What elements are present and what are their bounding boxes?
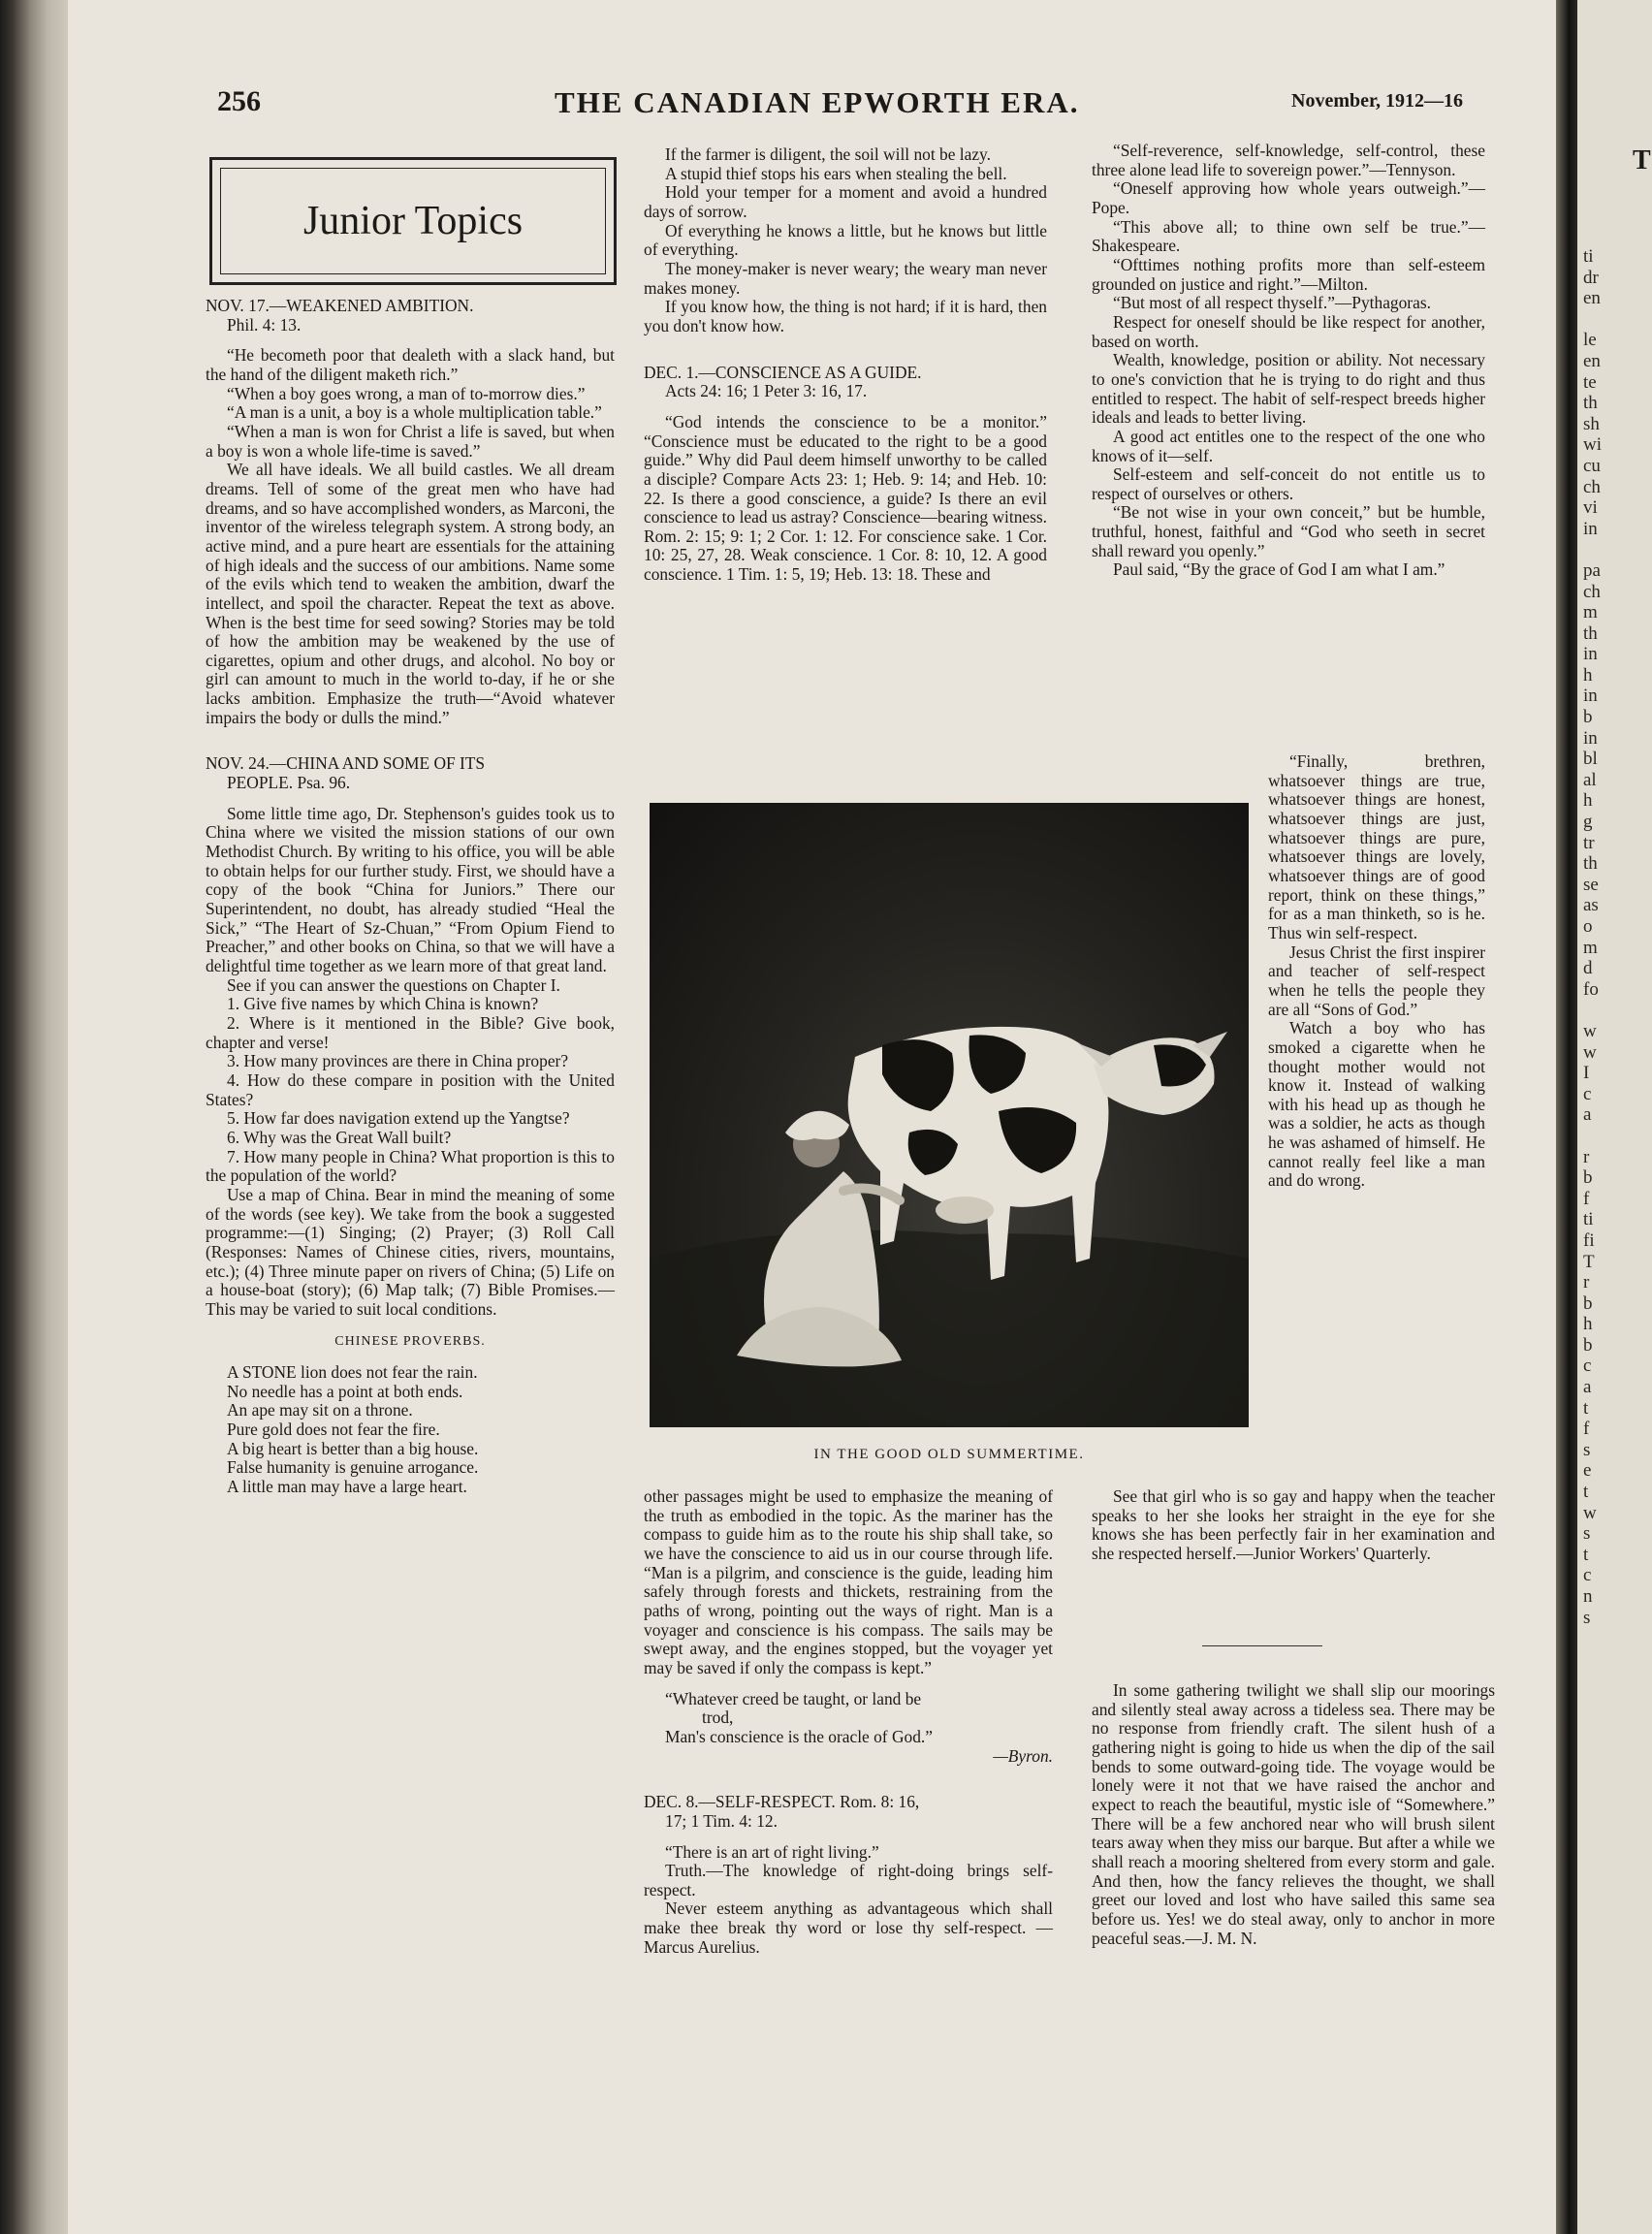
next-page-fragment: c <box>1583 1565 1592 1586</box>
section-heading: DEC. 1.—CONSCIENCE AS A GUIDE. <box>644 362 922 382</box>
next-page-fragment: in <box>1583 644 1598 665</box>
next-page-fragment: fi <box>1583 1229 1595 1251</box>
paragraph: Of everything he knows a little, but he knows but little of everything. <box>644 220 1047 260</box>
next-page-fragment: n <box>1583 1586 1593 1607</box>
paragraph: A little man may have a large heart. <box>227 1477 467 1497</box>
paragraph: “Oneself approving how whole years outweigh.”—Pope. <box>1092 178 1485 217</box>
next-page-fragment: in <box>1583 686 1598 707</box>
next-page-fragment: al <box>1583 769 1597 790</box>
next-page-fragment: in <box>1583 518 1598 539</box>
next-page-fragment: fo <box>1583 978 1599 1000</box>
next-page-fragment: vi <box>1583 497 1598 519</box>
column-3-continued <box>1092 1487 1495 1564</box>
next-page-fragment: w <box>1583 1041 1597 1063</box>
next-page-fragment: in <box>1583 727 1598 749</box>
junior-topics-box <box>209 157 617 285</box>
paragraph: See if you can answer the questions on Chapter I. <box>227 974 560 995</box>
next-page-fragment: te <box>1583 371 1597 393</box>
section-heading: CHINESE PROVERBS. <box>334 1334 486 1350</box>
next-page-fragment: as <box>1583 895 1599 916</box>
paragraph: 1. Give five names by which China is known? <box>227 994 539 1014</box>
next-page-fragment: le <box>1583 330 1597 351</box>
next-page-fragment: ti <box>1583 246 1594 267</box>
paragraph: A stupid thief stops his ears when stealing the bell. <box>665 163 1007 183</box>
paragraph: 7. How many people in China? What proportion is this to the population of the world? <box>206 1146 615 1186</box>
next-page-fragment: m <box>1583 602 1598 623</box>
next-page-fragment: se <box>1583 874 1599 895</box>
next-page-fragment: b <box>1583 707 1593 728</box>
paragraph: “A man is a unit, a boy is a whole multiplication table.” <box>227 402 602 423</box>
next-page-fragment: e <box>1583 1460 1592 1482</box>
next-page-fragment: bl <box>1583 749 1598 770</box>
column-3-narrow <box>1268 752 1485 1191</box>
paragraph: Never esteem anything as advantageous which shall make thee break thy word or lose thy self-respect. — Marcus Aurelius. <box>644 1899 1053 1957</box>
page-header <box>0 85 1652 124</box>
paragraph: Acts 24: 16; 1 Peter 3: 16, 17. <box>665 381 868 401</box>
column-3-top <box>1092 142 1485 580</box>
next-page-fragment: I <box>1583 1063 1590 1084</box>
next-page-fragment: f <box>1583 1188 1590 1209</box>
next-page-fragment: th <box>1583 622 1598 644</box>
next-page-fragment: s <box>1583 1607 1591 1628</box>
next-page-text <box>1583 246 1651 1628</box>
paragraph: “Whatever creed be taught, or land be <box>665 1688 922 1708</box>
paragraph: “Self-reverence, self-knowledge, self-control, these three alone lead life to sovereign power.”—Tennyson. <box>1092 141 1485 179</box>
paragraph: Some little time ago, Dr. Stephenson's guides took us to China where we visited the mission stations of our own Methodist Church. By writing to his office, you will be able to obtain helps for our further study. First, we should have a copy of the book “China for Juniors.” There our Superintendent, no doubt, has already studied “Heal the Sick,” “The Heart of Sz-Chuan,” “From Opium Fiend to Preacher,” and other books on China, so that we will have a delightful time together as we learn more of that great land. <box>206 803 615 975</box>
next-page-fragment: f <box>1583 1419 1590 1440</box>
next-page-fragment: en <box>1583 288 1601 309</box>
paragraph: A STONE lion does not fear the rain. <box>227 1362 478 1383</box>
section-heading: NOV. 24.—CHINA AND SOME OF ITS <box>206 753 486 774</box>
next-page-fragment: ch <box>1583 476 1601 497</box>
next-page-fragment <box>1583 309 1651 331</box>
next-page-fragment: w <box>1583 1020 1597 1041</box>
paragraph: —Byron. <box>993 1745 1053 1766</box>
paragraph: See that girl who is so gay and happy when the teacher speaks to her she looks her straight in the eye for she knows she has been perfectly fair in her examination and she respected herself.—Junior Workers' Quarterly. <box>1092 1486 1495 1563</box>
paragraph: In some gathering twilight we shall slip our moorings and silently steal away across a tideless sea. There may be no response from friendly craft. The silent hush of a gathering night is going to hide us when the dip of the sail bends to some outward-going tide. The voyage would be lonely were it not that we have raised the anchor and expect to reach the beautiful, mystic isle of “Somewhere.” There will be a few anchored near who will brush silent tears away when they miss our barque. But after a while we shall reach a mooring sheltered from every storm and gale. And then, how the fancy relieves the thought, we shall greet our loved and lost who have sailed this same sea before us. Yes! we do steal away, only to anchor in more peaceful seas.—J. M. N. <box>1092 1680 1495 1948</box>
next-page-title-fragment: T <box>1633 145 1651 176</box>
paragraph: “God intends the conscience to be a monitor.” “Conscience must be educated to the right to be a good guide.” Why did Paul deem himself unworthy to be called a disciple? Compare Acts 23: 1; Heb. 9: 14; and Heb. 10: 22. Is there a good conscience, a guide? Is there an evil conscience to lead us astray? Conscience—bearing witness. Rom. 2: 15; 9: 1; 2 Cor. 1: 12. For conscience sake. 1 Cor. 10: 25, 27, 28. Weak conscience. 1 Cor. 8: 10, 12. A good conscience. 1 Tim. 1: 5, 19; Heb. 13: 18. These and <box>644 411 1047 585</box>
next-page-fragment: o <box>1583 916 1593 937</box>
next-page-fragment: b <box>1583 1293 1593 1314</box>
book-gutter <box>1556 0 1577 2234</box>
next-page-fragment: h <box>1583 664 1593 686</box>
paragraph: 6. Why was the Great Wall built? <box>227 1127 452 1147</box>
next-page-fragment: cu <box>1583 455 1601 476</box>
next-page-fragment: b <box>1583 1167 1593 1189</box>
section-heading: NOV. 17.—WEAKENED AMBITION. <box>206 296 474 315</box>
next-page-fragment: h <box>1583 1314 1593 1335</box>
paragraph: No needle has a point at both ends. <box>227 1381 463 1401</box>
photo-caption: IN THE GOOD OLD SUMMERTIME. <box>813 1447 1085 1462</box>
book-binding <box>0 0 68 2234</box>
next-page-fragment: d <box>1583 958 1593 979</box>
paragraph: 4. How do these compare in position with the United States? <box>206 1069 615 1109</box>
next-page-fragment: w <box>1583 1502 1597 1523</box>
paragraph: 2. Where is it mentioned in the Bible? Give book, chapter and verse! <box>206 1012 615 1052</box>
next-page-fragment: t <box>1583 1482 1589 1503</box>
next-page-fragment: g <box>1583 812 1593 833</box>
paragraph: “There is an art of right living.” <box>665 1841 879 1862</box>
next-page-fragment: s <box>1583 1439 1591 1460</box>
next-page-fragment: c <box>1583 1083 1592 1104</box>
journal-title: THE CANADIAN EPWORTH ERA. <box>555 85 1080 119</box>
paragraph: Paul said, “By the grace of God I am what I am.” <box>1113 559 1446 580</box>
cow-illustration <box>650 803 1249 1427</box>
paragraph: Truth.—The knowledge of right-doing brings self-respect. <box>644 1861 1053 1899</box>
column-2-top <box>644 145 1047 585</box>
paragraph: Use a map of China. Bear in mind the meaning of some of the words (see key). We take from the book a suggested programme:—(1) Singing; (2) Prayer; (3) Roll Call (Responses: Names of Chinese cities, rivers, mountains, etc.); (4) Three minute paper on rivers of China; (5) Life on a house-boat (story); (6) Map talk; (7) Bible Promises.—This may be varied to suit local conditions. <box>206 1184 615 1319</box>
paragraph: False humanity is genuine arrogance. <box>227 1457 479 1478</box>
paragraph: Self-esteem and self-conceit do not entitle us to respect of ourselves or others. <box>1092 464 1485 503</box>
paragraph: 5. How far does navigation extend up the Yangtse? <box>227 1108 570 1129</box>
next-page-fragment: t <box>1583 1544 1589 1565</box>
section-heading: DEC. 8.—SELF-RESPECT. Rom. 8: 16, <box>644 1792 920 1812</box>
paragraph: trod, <box>702 1707 734 1728</box>
next-page-edge <box>1577 0 1652 2234</box>
next-page-fragment <box>1583 1126 1651 1147</box>
next-page-fragment: s <box>1583 1523 1591 1545</box>
next-page-fragment: sh <box>1583 413 1600 434</box>
issue-date: November, 1912—16 <box>1291 90 1464 112</box>
paragraph: A big heart is better than a big house. <box>227 1438 479 1458</box>
junior-topics-title: Junior Topics <box>220 168 606 274</box>
next-page-fragment: r <box>1583 1272 1590 1293</box>
next-page-fragment: T <box>1583 1251 1595 1272</box>
next-page-fragment: a <box>1583 1104 1592 1126</box>
next-page-fragment <box>1583 539 1651 560</box>
next-page-fragment: en <box>1583 350 1601 371</box>
column-2-bottom <box>644 1487 1053 1957</box>
paragraph: Phil. 4: 13. <box>227 314 302 335</box>
paragraph: If the farmer is diligent, the soil will not be lazy. <box>665 144 991 164</box>
paragraph: PEOPLE. Psa. 96. <box>227 773 351 793</box>
paragraph: An ape may sit on a throne. <box>227 1400 413 1420</box>
column-3-end <box>1092 1681 1495 1948</box>
paragraph: Wealth, knowledge, position or ability. Not necessary to one's conviction that he is trying to do right and thus entitled to respect. The habit of self-respect breeds higher ideals and leads to better living. <box>1092 350 1485 428</box>
next-page-fragment: t <box>1583 1397 1589 1419</box>
paragraph: Man's conscience is the oracle of God.” <box>665 1726 933 1746</box>
paragraph: We all have ideals. We all build castles. We all dream dreams. Tell of some of the great men who have had dreams, and so have accomplished wonders, as Marconi, the inventor of the wireless telegraph system. A strong body, an active mind, and a pure heart are essentials for the attaining of high ideals and the success of our ambitions. Name some of the evils which tend to weaken the ambition, dwarf the intellect, and spoil the character. Repeat the text as above. When is the best time for seed sowing? Stories may be told of how the ambition may be weakened by the use of cigarettes, opium and other drugs, and alcohol. No boy or girl can amount to much in the world to-day, if he or she lacks ambition. Emphasize the truth—“Avoid whatever impairs the body or dulls the mind.” <box>206 460 615 727</box>
next-page-fragment: ch <box>1583 581 1601 602</box>
next-page-fragment: r <box>1583 1146 1590 1167</box>
paragraph: other passages might be used to emphasize the meaning of the truth as embodied in the topic. As the mariner has the compass to guide him as to the route his ship shall take, so we have the conscience to aid us in our course through life. “Man is a pilgrim, and conscience is the guide, leading him safely through forests and thickets, restraining from the paths of wrong, pointing out the ways of right. Man is a voyager and conscience is his compass. The sails may be swept away, and the engines stopped, but the voyager yet may be saved if only the compass is kept.” <box>644 1486 1053 1677</box>
page-number: 256 <box>217 85 261 117</box>
paragraph: “Be not wise in your own conceit,” but be humble, truthful, honest, faithful and “God who seeth in secret shall reward you openly.” <box>1092 502 1485 560</box>
paragraph: A good act entitles one to the respect of the one who knows of it—self. <box>1092 426 1485 465</box>
paragraph: “When a boy goes wrong, a man of to-morrow dies.” <box>227 383 586 403</box>
next-page-fragment: c <box>1583 1356 1592 1377</box>
paragraph: The money-maker is never weary; the weary man never makes money. <box>644 258 1047 298</box>
paragraph: “Ofttimes nothing profits more than self-esteem grounded on justice and right.”—Milton. <box>1092 254 1485 294</box>
next-page-fragment <box>1583 1000 1651 1021</box>
next-page-fragment: wi <box>1583 434 1602 456</box>
paragraph: “He becometh poor that dealeth with a slack hand, but the hand of the diligent maketh rich.” <box>206 345 615 384</box>
next-page-fragment: b <box>1583 1334 1593 1356</box>
section-divider <box>1202 1645 1322 1646</box>
next-page-fragment: th <box>1583 393 1598 414</box>
paragraph: “But most of all respect thyself.”—Pythagoras. <box>1113 293 1431 313</box>
next-page-fragment: th <box>1583 853 1598 875</box>
paragraph: Watch a boy who has smoked a cigarette when he thought mother would not know it. Instead of walking with his head up as though he was a soldier, he acts as though he was ashamed of himself. He cannot really feel like a man and do wrong. <box>1268 1018 1485 1191</box>
paragraph: 17; 1 Tim. 4: 12. <box>665 1810 778 1831</box>
paragraph: Hold your temper for a moment and avoid a hundred days of sorrow. <box>644 182 1047 221</box>
next-page-fragment: pa <box>1583 559 1601 581</box>
paragraph: Respect for oneself should be like respect for another, based on worth. <box>1092 311 1485 351</box>
next-page-fragment: m <box>1583 937 1598 958</box>
paragraph: “Finally, brethren, whatsoever things are true, whatsoever things are honest, whatsoever things are just, whatsoever things are pure, whatsoever things are lovely, whatsoever things are of good report, think on these things,” for as a man thinketh, so is he. Thus win self-respect. <box>1268 751 1485 942</box>
paragraph: “When a man is won for Christ a life is saved, but when a boy is won a whole life-time is saved.” <box>206 421 615 461</box>
paragraph: If you know how, the thing is not hard; if it is hard, then you don't know how. <box>644 297 1047 335</box>
next-page-fragment: dr <box>1583 267 1599 288</box>
paragraph: 3. How many provinces are there in China proper? <box>227 1051 569 1071</box>
photo-girl-with-cow <box>650 803 1249 1427</box>
paragraph: Jesus Christ the first inspirer and teacher of self-respect when he tells the people they are all “Sons of God.” <box>1268 941 1485 1019</box>
next-page-fragment: h <box>1583 790 1593 812</box>
paragraph: “This above all; to thine own self be true.”—Shakespeare. <box>1092 216 1485 256</box>
next-page-fragment: tr <box>1583 832 1595 853</box>
next-page-fragment: ti <box>1583 1209 1594 1230</box>
next-page-fragment: a <box>1583 1377 1592 1398</box>
column-1 <box>206 297 615 1497</box>
paragraph: Pure gold does not fear the fire. <box>227 1420 440 1440</box>
